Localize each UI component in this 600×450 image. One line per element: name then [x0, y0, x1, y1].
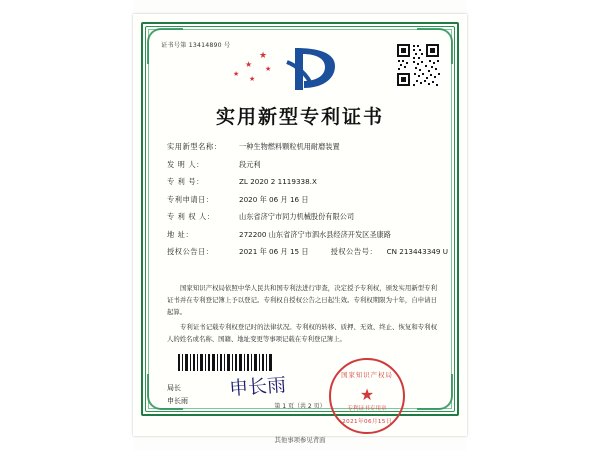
barcode-icon	[177, 354, 273, 371]
field-row	[167, 142, 437, 152]
patent-certificate-sheet	[133, 14, 467, 436]
certificate-number: 证书号第 13414890 号	[161, 42, 231, 49]
field-label: 发 明 人：	[167, 159, 204, 169]
issuer-title-line1: 局长	[167, 384, 181, 392]
page-margin-right	[467, 0, 600, 450]
field-row	[167, 177, 437, 187]
field-value: 山东省济宁市同力机械股份有限公司	[239, 212, 355, 221]
field-label: 授权公告号：	[330, 247, 378, 256]
field-label: 授权公告日：	[167, 247, 214, 256]
page-title: 实用新型专利证书	[215, 106, 384, 128]
legal-paragraph: 国家知识产权局依照中华人民共和国专利法进行审查，决定授予专利权，颁发实用新型专利证书并在专利登记簿上予以登记。专利权自授权公告之日起生效。专利权期限为十年，自申请日起算。	[167, 284, 437, 317]
field-label: 专 利 号：	[167, 177, 204, 186]
footer-note: 其他事项参见背面	[274, 436, 326, 444]
field-row	[167, 212, 437, 222]
field-value: 272200 山东省济宁市泗水县经济开发区圣康路	[239, 229, 391, 239]
legal-paragraph: 专利证书记载专利权登记时的法律状况。专利权的转移、质押、无效、终止、恢复和专利权人的姓名或名称、国籍、地址变更等事项记载在专利登记簿上。	[167, 322, 437, 343]
certificate-fields	[167, 142, 448, 265]
field-label: 实用新型名称：	[167, 142, 222, 151]
qr-code-icon	[395, 42, 441, 88]
page-indicator: 第 1 页（共 2 页）	[274, 403, 326, 410]
field-row-authorization	[167, 247, 448, 257]
seal-star-icon: ★	[359, 384, 375, 404]
red-stars-icon: ★ ★ ★ ★ ★	[233, 51, 272, 83]
legal-text	[167, 282, 437, 347]
issuer-title-line2: 申长雨	[167, 397, 188, 406]
seal-top-text: 国家知识产权局	[341, 371, 393, 379]
field-value: ZL 2020 2 1119338.X	[239, 177, 317, 186]
field-value: 2020 年 06 月 16 日	[239, 194, 309, 204]
field-label: 地 址：	[167, 229, 194, 239]
page-margin-left	[0, 0, 133, 450]
field-value: 一种生物燃料颗粒机用耐磨装置	[239, 142, 340, 151]
field-value: 段元利	[239, 159, 261, 169]
blue-swoosh-logo-icon	[285, 44, 339, 94]
field-row	[167, 230, 437, 240]
field-value: 2021 年 06 月 15 日	[239, 247, 309, 256]
field-value: CN 213443349 U	[386, 247, 448, 256]
seal-date-text: 2021年06月15日	[342, 419, 392, 425]
official-seal	[329, 358, 405, 434]
handwritten-signature: 申长雨	[228, 374, 287, 400]
field-row	[167, 160, 437, 170]
field-row	[167, 195, 437, 205]
field-label: 专利申请日：	[167, 194, 214, 204]
seal-middle-text: 专利证书专用章	[347, 406, 387, 412]
field-label: 专 利 权 人：	[167, 212, 215, 221]
